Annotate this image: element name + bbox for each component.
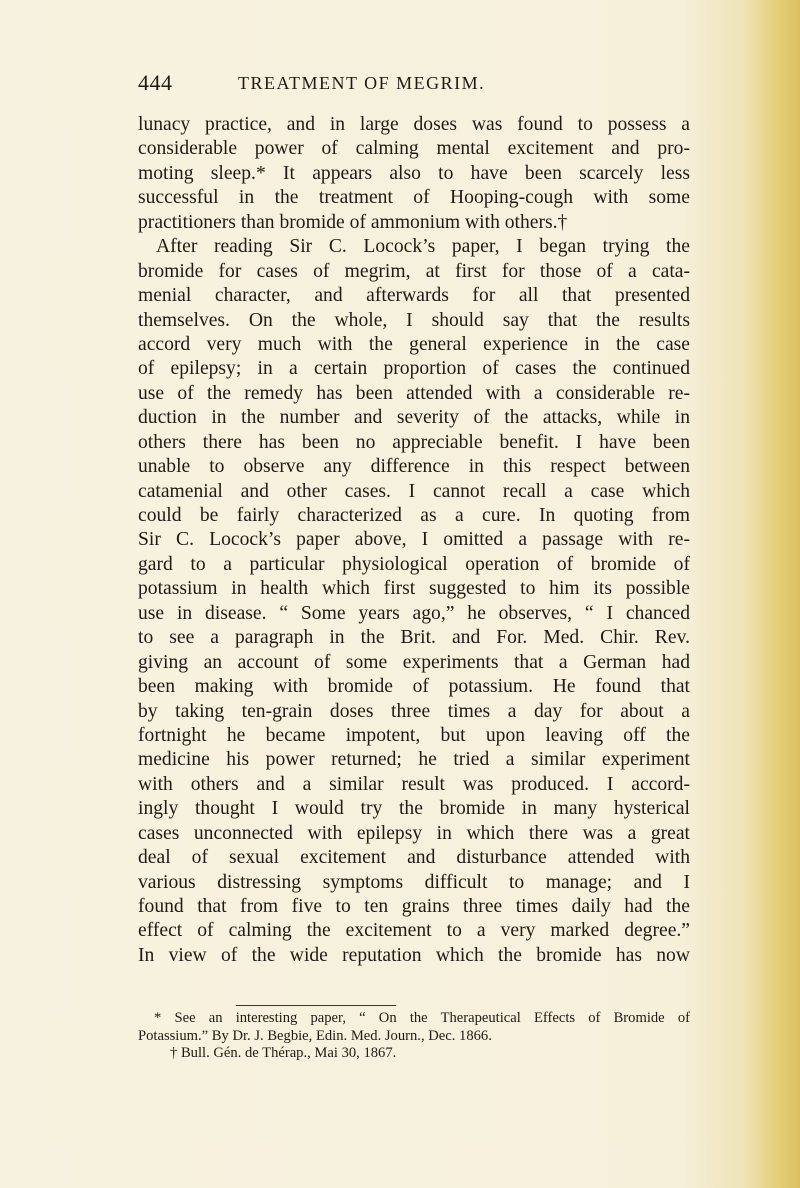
footnote-line: † Bull. Gén. de Thérap., Mai 30, 1867. bbox=[170, 1045, 397, 1061]
text-line: Sir C. Locock’s paper above, I omitted a passage with re- bbox=[138, 529, 690, 551]
text-line: duction in the number and severity of the attacks, while in bbox=[138, 407, 690, 429]
text-line: gard to a particular physiological operation of bromide of bbox=[138, 553, 690, 575]
text-line: menial character, and afterwards for all that presented bbox=[138, 285, 690, 307]
text-line: found that from five to ten grains three times daily had the bbox=[138, 896, 690, 917]
text-line: medicine his power returned; he tried a similar experiment bbox=[138, 749, 690, 771]
text-line: deal of sexual excitement and disturbance attended with bbox=[138, 847, 690, 869]
text-line: In view of the wide reputation which the bromide has now bbox=[138, 944, 690, 966]
text-line: use of the remedy has been attended with a considerable re- bbox=[138, 382, 690, 404]
text-line: to see a paragraph in the Brit. and For. Med. Chir. Rev. bbox=[138, 627, 690, 649]
page-number: 444 bbox=[138, 70, 173, 95]
text-line: moting sleep.* It appears also to have been scarcely less bbox=[138, 162, 690, 184]
text-line: successful in the treatment of Hooping-cough with some bbox=[138, 187, 690, 209]
text-line: with others and a similar result was produced. I accord- bbox=[138, 773, 690, 795]
text-line: fortnight he became impotent, but upon leaving off the bbox=[138, 724, 690, 746]
text-line: use in disease. “ Some years ago,” he observes, “ I chanced bbox=[138, 602, 690, 624]
text-line: practitioners than bromide of ammonium with others.† bbox=[138, 211, 568, 233]
text-line: unable to observe any difference in this respect between bbox=[138, 456, 690, 478]
body-text bbox=[138, 113, 690, 968]
text-line: bromide for cases of megrim, at first for those of a cata- bbox=[138, 260, 690, 282]
page-header bbox=[138, 70, 688, 100]
text-line: accord very much with the general experience in the case bbox=[138, 333, 690, 355]
text-line: could be fairly characterized as a cure. In quoting from bbox=[138, 505, 690, 526]
text-line: of epilepsy; in a certain proportion of cases the continued bbox=[138, 358, 690, 380]
text-line: various distressing symptoms difficult to manage; and I bbox=[138, 871, 690, 893]
text-line: cases unconnected with epilepsy in which there was a great bbox=[138, 822, 690, 844]
text-line: lunacy practice, and in large doses was found to possess a bbox=[138, 114, 690, 135]
footnotes bbox=[138, 1010, 690, 1063]
text-line: considerable power of calming mental excitement and pro- bbox=[138, 138, 690, 160]
text-line: themselves. On the whole, I should say that the results bbox=[138, 309, 690, 331]
text-line: others there has been no appreciable benefit. I have been bbox=[138, 431, 690, 453]
text-line: After reading Sir C. Locock’s paper, I began trying the bbox=[156, 236, 690, 258]
text-line: by taking ten-grain doses three times a day for about a bbox=[138, 700, 690, 722]
footnote-rule bbox=[236, 1005, 396, 1006]
text-line: effect of calming the excitement to a very marked degree.” bbox=[138, 920, 690, 942]
text-line: catamenial and other cases. I cannot recall a case which bbox=[138, 480, 690, 502]
footnote-line: * See an interesting paper, “ On the Therapeutical Effects of Bromide of bbox=[154, 1010, 690, 1026]
text-line: ingly thought I would try the bromide in many hysterical bbox=[138, 798, 690, 820]
text-line: giving an account of some experiments that a German had bbox=[138, 651, 690, 673]
running-head: TREATMENT OF MEGRIM. bbox=[238, 73, 486, 93]
footnote-line: Potassium.” By Dr. J. Begbie, Edin. Med. Journ., Dec. 1866. bbox=[138, 1027, 492, 1044]
text-line: been making with bromide of potassium. He found that bbox=[138, 676, 690, 698]
text-line: potassium in health which first suggested to him its possible bbox=[138, 578, 690, 600]
